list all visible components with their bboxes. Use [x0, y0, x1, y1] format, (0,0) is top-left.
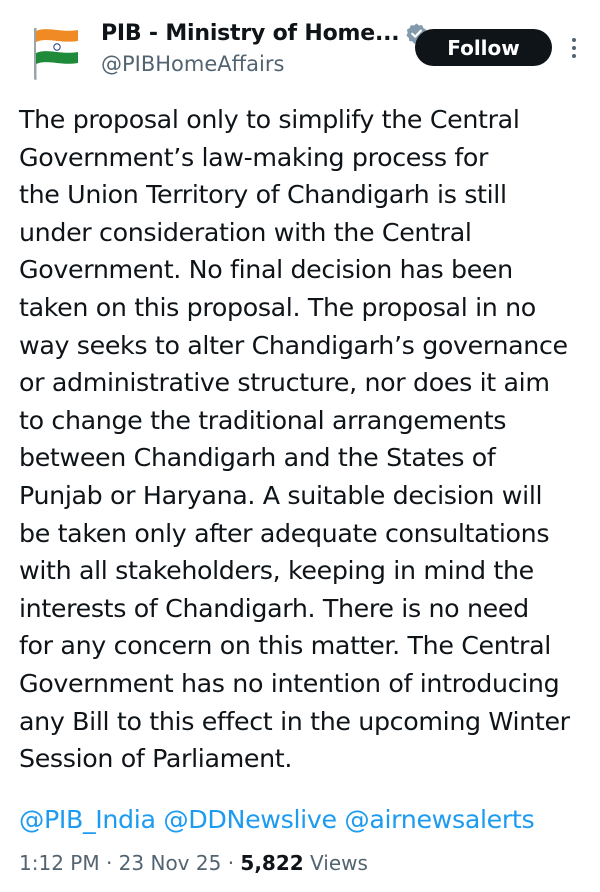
account-handle[interactable]: @PIBHomeAffairs: [101, 52, 285, 76]
mention-link[interactable]: @DDNewslive: [163, 805, 337, 834]
display-name[interactable]: PIB - Ministry of Home...: [101, 21, 400, 46]
vertical-dots-icon[interactable]: [568, 36, 580, 60]
tweet-meta: [19, 848, 368, 878]
name-row: [101, 21, 428, 46]
indian-flag-icon: [20, 19, 86, 85]
views-count[interactable]: 5,822: [240, 851, 304, 875]
mention-link[interactable]: @airnewsalerts: [344, 805, 535, 834]
tweet-time[interactable]: 1:12 PM: [19, 851, 100, 875]
views-label[interactable]: Views: [310, 851, 368, 875]
tweet-date[interactable]: 23 Nov 25: [118, 851, 222, 875]
meta-separator: ·: [227, 851, 235, 875]
tweet-text: The proposal only to simplify the Central Government’s law-making process for the Union Territory of Chandigarh is still under consideration with the Central Government. No final decision has been taken on this proposal. The proposal in no way seeks to alter Chandigarh’s governance or administrative structure, nor does it aim to change the traditional arrangements between Chandigarh and the States of Punjab or Haryana. A suitable decision will be taken only after adequate consultations with all stakeholders, keeping in mind the interests of Chandigarh. There is no need for any concern on this matter. The Central Government has no intention of introducing any Bill to this effect in the upcoming Winter Session of Parliament.: [19, 105, 570, 774]
avatar[interactable]: [20, 19, 86, 85]
mention-link[interactable]: @PIB_India: [19, 805, 156, 834]
follow-button[interactable]: Follow: [415, 29, 552, 66]
meta-separator: ·: [105, 851, 113, 875]
tweet-header: [0, 0, 600, 95]
tweet-mentions: [19, 803, 534, 837]
